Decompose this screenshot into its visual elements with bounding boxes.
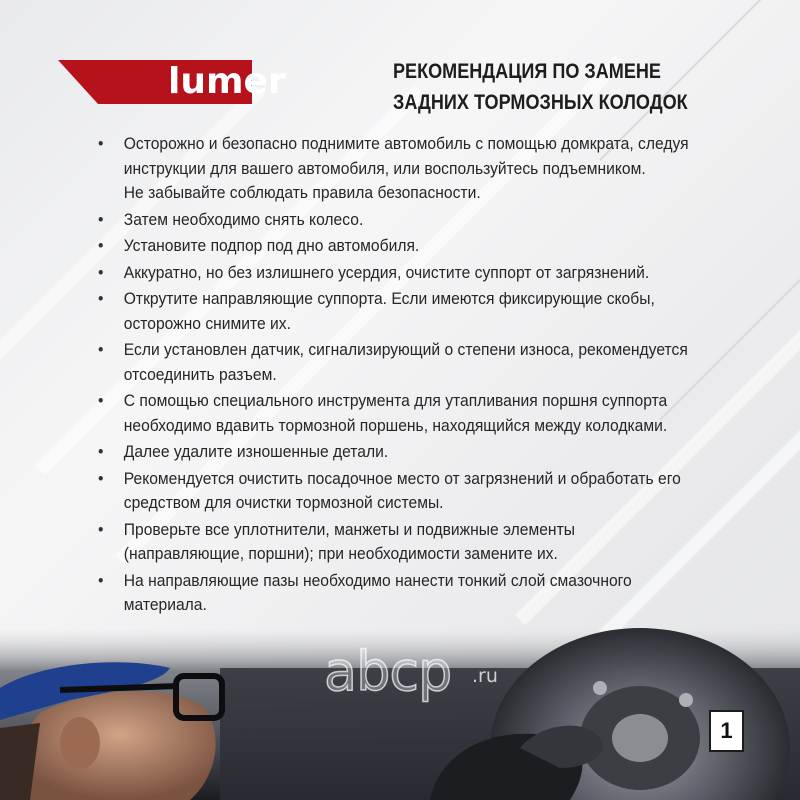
list-item: [98, 287, 800, 336]
list-item-line: • Затем необходимо снять колесо.: [123, 209, 364, 229]
brand-logo-text: lumer: [168, 61, 286, 102]
list-item: [98, 234, 800, 259]
list-item-line: • Аккуратно, но без излишнего усердия, очистите суппорт от загрязнений.: [123, 262, 650, 282]
list-item: [98, 467, 800, 516]
watermark-text: abcp: [324, 640, 452, 703]
list-item: [98, 208, 800, 233]
brand-logo: [58, 58, 286, 106]
list-item-line: • Установите подпор под дно автомобиля.: [123, 236, 420, 255]
list-item: [98, 132, 800, 206]
list-item-line: средством для очистки тормозной системы.: [123, 493, 444, 512]
list-item-line: • Далее удалите изношенные детали.: [123, 442, 389, 461]
page-title-line-1: РЕКОМЕНДАЦИЯ ПО ЗАМЕНЕ: [393, 60, 661, 83]
list-item-line: осторожно снимите их.: [123, 313, 291, 333]
list-item: [98, 389, 800, 438]
list-item-line: Не забывайте соблюдать правила безопасности.: [123, 183, 481, 202]
list-item: [98, 440, 800, 465]
list-item-line: (направляющие, поршни); при необходимости замените их.: [123, 544, 558, 563]
list-item-line: • Рекомендуется очистить посадочное место от загрязнений и обработать его: [123, 468, 681, 488]
list-item: [98, 261, 800, 286]
list-item-line: • Открутите направляющие суппорта. Если имеются фиксирующие скобы,: [123, 289, 655, 308]
list-item-line: • На направляющие пазы необходимо нанести тонкий слой смазочного: [123, 570, 632, 590]
page-title: [393, 56, 720, 118]
list-item-line: необходимо вдавить тормозной поршень, находящийся между колодками.: [123, 415, 668, 435]
watermark: [324, 640, 451, 703]
list-item: [98, 569, 800, 618]
list-item-line: инструкции для вашего автомобиля, или воспользуйтесь подъемником.: [123, 158, 646, 178]
list-item-line: • Проверьте все уплотнители, манжеты и подвижные элементы: [123, 519, 575, 539]
list-item-line: отсоединить разъем.: [123, 364, 277, 384]
instruction-list: [98, 132, 788, 620]
list-item-line: материала.: [123, 595, 207, 614]
list-item-line: • Осторожно и безопасно поднимите автомобиль с помощью домкрата, следуя: [123, 134, 689, 153]
watermark-suffix: .ru: [472, 665, 498, 687]
page-number: 1: [709, 710, 744, 752]
list-item-line: • Если установлен датчик, сигнализирующий о степени износа, рекомендуется: [123, 340, 688, 359]
list-item: [98, 338, 800, 387]
list-item-line: • С помощью специального инструмента для утапливания поршня суппорта: [123, 391, 668, 410]
page-title-line-2: ЗАДНИХ ТОРМОЗНЫХ КОЛОДОК: [393, 91, 688, 114]
list-item: [98, 518, 800, 567]
